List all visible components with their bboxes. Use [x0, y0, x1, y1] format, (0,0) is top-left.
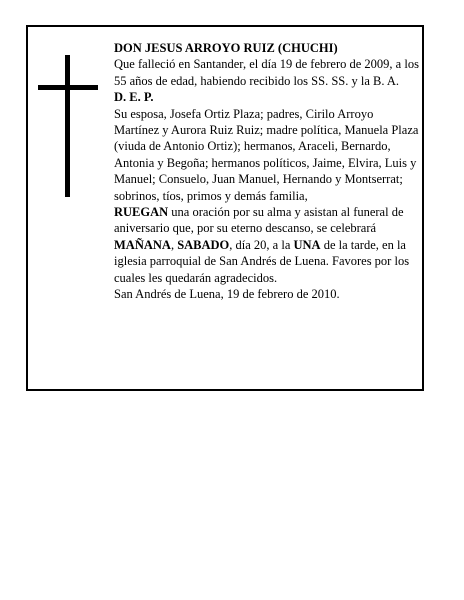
death-info: Que falleció en Santander, el día 19 de febrero de 2009, a los 55 años de edad, habiendo recibido los SS. SS. y la B. A. [114, 57, 419, 88]
request-text-2: , día 20, a la [229, 237, 294, 252]
dep-line: D. E. P. [114, 90, 154, 105]
family-list: Su esposa, Josefa Ortiz Plaza; padres, Cirilo Arroyo Martínez y Aurora Ruiz Ruiz; madre política, Manuela Plaza (viuda de Antonio Ortiz); hermanos, Araceli, Bernardo, Antonia y Begoña; hermanos políticos, Jaime, Elvira, Luis y Manuel; Consuelo, Juan Manuel, Hernando y Montserrat; sobrinos, tíos, primos y demás familia, [114, 106, 419, 203]
place-date: San Andrés de Luena, 19 de febrero de 2010. [114, 287, 340, 302]
manana-word: MAÑANA [114, 237, 171, 252]
funeral-request [114, 204, 419, 286]
obituary-notice [26, 25, 424, 391]
cross-vertical-bar [65, 55, 70, 197]
notice-text [114, 40, 419, 303]
cross-icon [38, 55, 98, 197]
una-word: UNA [293, 237, 321, 252]
request-text-1: una oración por su alma y asistan al funeral de aniversario que, por su eterno descanso, se celebrará [114, 205, 404, 236]
sabado-word: SABADO [177, 237, 230, 252]
deceased-name: DON JESUS ARROYO RUIZ (CHUCHI) [114, 41, 338, 55]
ruegan-word: RUEGAN [114, 205, 169, 220]
cross-horizontal-bar [38, 85, 98, 90]
request-comma: , [170, 237, 178, 252]
request-text-3: de la tarde, en la iglesia parroquial de San Andrés de Luena. Favores por los cuales les quedarán agradecidos. [114, 237, 410, 285]
